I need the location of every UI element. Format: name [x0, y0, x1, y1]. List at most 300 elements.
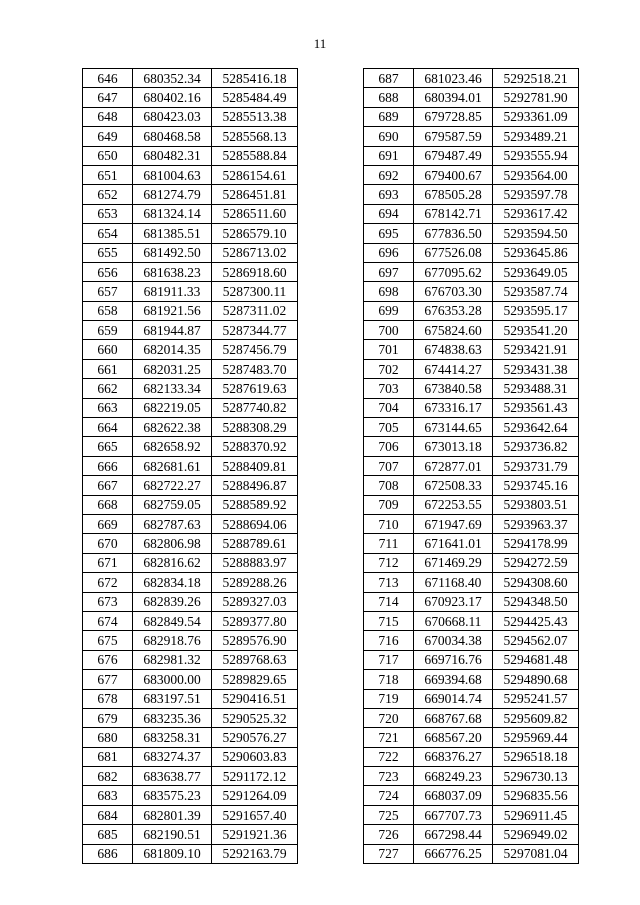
table-row [364, 204, 579, 223]
y-coordinate-cell: 5293555.94 [493, 146, 579, 165]
table-row [364, 456, 579, 475]
y-coordinate-cell: 5297081.04 [493, 844, 579, 863]
point-number-cell: 697 [364, 262, 414, 281]
table-row [83, 127, 298, 146]
point-number-cell: 709 [364, 495, 414, 514]
point-number-cell: 727 [364, 844, 414, 863]
table-row [364, 534, 579, 553]
x-coordinate-cell: 682801.39 [133, 805, 212, 824]
x-coordinate-cell: 679587.59 [414, 127, 493, 146]
point-number-cell: 711 [364, 534, 414, 553]
y-coordinate-cell: 5289377.80 [212, 611, 298, 630]
point-number-cell: 674 [83, 611, 133, 630]
point-number-cell: 715 [364, 611, 414, 630]
x-coordinate-cell: 670923.17 [414, 592, 493, 611]
y-coordinate-cell: 5293561.43 [493, 398, 579, 417]
table-row [364, 69, 579, 88]
y-coordinate-cell: 5285416.18 [212, 69, 298, 88]
y-coordinate-cell: 5291172.12 [212, 767, 298, 786]
x-coordinate-cell: 681921.56 [133, 301, 212, 320]
y-coordinate-cell: 5296835.56 [493, 786, 579, 805]
table-row [364, 398, 579, 417]
x-coordinate-cell: 682190.51 [133, 825, 212, 844]
y-coordinate-cell: 5288589.92 [212, 495, 298, 514]
x-coordinate-cell: 683000.00 [133, 670, 212, 689]
point-number-cell: 649 [83, 127, 133, 146]
x-coordinate-cell: 681023.46 [414, 69, 493, 88]
point-number-cell: 682 [83, 767, 133, 786]
table-row [83, 650, 298, 669]
x-coordinate-cell: 672253.55 [414, 495, 493, 514]
x-coordinate-cell: 668767.68 [414, 708, 493, 727]
x-coordinate-cell: 676703.30 [414, 282, 493, 301]
table-row [83, 786, 298, 805]
table-row [83, 224, 298, 243]
point-number-cell: 714 [364, 592, 414, 611]
point-number-cell: 713 [364, 573, 414, 592]
y-coordinate-cell: 5293361.09 [493, 107, 579, 126]
point-number-cell: 706 [364, 437, 414, 456]
y-coordinate-cell: 5290416.51 [212, 689, 298, 708]
coordinates-table-right-body [364, 69, 579, 864]
y-coordinate-cell: 5293595.17 [493, 301, 579, 320]
table-row [83, 204, 298, 223]
x-coordinate-cell: 673840.58 [414, 379, 493, 398]
point-number-cell: 710 [364, 514, 414, 533]
y-coordinate-cell: 5287344.77 [212, 321, 298, 340]
table-row [364, 88, 579, 107]
x-coordinate-cell: 668037.09 [414, 786, 493, 805]
point-number-cell: 657 [83, 282, 133, 301]
x-coordinate-cell: 682722.27 [133, 476, 212, 495]
point-number-cell: 658 [83, 301, 133, 320]
coordinates-table-right [363, 68, 579, 864]
x-coordinate-cell: 680423.03 [133, 107, 212, 126]
y-coordinate-cell: 5293488.31 [493, 379, 579, 398]
table-row [83, 825, 298, 844]
table-row [364, 495, 579, 514]
point-number-cell: 719 [364, 689, 414, 708]
table-row [83, 146, 298, 165]
point-number-cell: 698 [364, 282, 414, 301]
table-row [364, 146, 579, 165]
y-coordinate-cell: 5287311.02 [212, 301, 298, 320]
y-coordinate-cell: 5293597.78 [493, 185, 579, 204]
point-number-cell: 675 [83, 631, 133, 650]
y-coordinate-cell: 5293736.82 [493, 437, 579, 456]
y-coordinate-cell: 5289829.65 [212, 670, 298, 689]
table-row [364, 592, 579, 611]
point-number-cell: 673 [83, 592, 133, 611]
x-coordinate-cell: 668376.27 [414, 747, 493, 766]
table-row [364, 107, 579, 126]
point-number-cell: 659 [83, 321, 133, 340]
point-number-cell: 646 [83, 69, 133, 88]
x-coordinate-cell: 678142.71 [414, 204, 493, 223]
y-coordinate-cell: 5292781.90 [493, 88, 579, 107]
table-row [83, 553, 298, 572]
table-row [364, 553, 579, 572]
x-coordinate-cell: 681492.50 [133, 243, 212, 262]
table-row [364, 127, 579, 146]
x-coordinate-cell: 682759.05 [133, 495, 212, 514]
x-coordinate-cell: 682681.61 [133, 456, 212, 475]
point-number-cell: 700 [364, 321, 414, 340]
point-number-cell: 707 [364, 456, 414, 475]
point-number-cell: 677 [83, 670, 133, 689]
x-coordinate-cell: 683197.51 [133, 689, 212, 708]
point-number-cell: 663 [83, 398, 133, 417]
y-coordinate-cell: 5293587.74 [493, 282, 579, 301]
x-coordinate-cell: 669394.68 [414, 670, 493, 689]
y-coordinate-cell: 5285513.38 [212, 107, 298, 126]
point-number-cell: 671 [83, 553, 133, 572]
table-row [83, 495, 298, 514]
point-number-cell: 720 [364, 708, 414, 727]
table-row [364, 786, 579, 805]
y-coordinate-cell: 5288308.29 [212, 418, 298, 437]
point-number-cell: 656 [83, 262, 133, 281]
x-coordinate-cell: 674414.27 [414, 359, 493, 378]
table-row [364, 573, 579, 592]
table-row [83, 301, 298, 320]
point-number-cell: 718 [364, 670, 414, 689]
table-row [364, 844, 579, 863]
x-coordinate-cell: 672877.01 [414, 456, 493, 475]
table-row [83, 379, 298, 398]
y-coordinate-cell: 5294272.59 [493, 553, 579, 572]
x-coordinate-cell: 680352.34 [133, 69, 212, 88]
point-number-cell: 712 [364, 553, 414, 572]
y-coordinate-cell: 5288883.97 [212, 553, 298, 572]
x-coordinate-cell: 673316.17 [414, 398, 493, 417]
y-coordinate-cell: 5288789.61 [212, 534, 298, 553]
point-number-cell: 654 [83, 224, 133, 243]
x-coordinate-cell: 681809.10 [133, 844, 212, 863]
y-coordinate-cell: 5290525.32 [212, 708, 298, 727]
table-row [83, 728, 298, 747]
x-coordinate-cell: 681911.33 [133, 282, 212, 301]
table-row [83, 747, 298, 766]
y-coordinate-cell: 5294308.60 [493, 573, 579, 592]
table-row [83, 398, 298, 417]
x-coordinate-cell: 669014.74 [414, 689, 493, 708]
y-coordinate-cell: 5291264.09 [212, 786, 298, 805]
coordinates-table-left-body [83, 69, 298, 864]
table-row [83, 88, 298, 107]
point-number-cell: 665 [83, 437, 133, 456]
x-coordinate-cell: 679728.85 [414, 107, 493, 126]
table-row [364, 767, 579, 786]
point-number-cell: 668 [83, 495, 133, 514]
x-coordinate-cell: 671469.29 [414, 553, 493, 572]
point-number-cell: 703 [364, 379, 414, 398]
y-coordinate-cell: 5295241.57 [493, 689, 579, 708]
y-coordinate-cell: 5293649.05 [493, 262, 579, 281]
point-number-cell: 684 [83, 805, 133, 824]
table-row [83, 340, 298, 359]
point-number-cell: 689 [364, 107, 414, 126]
y-coordinate-cell: 5293564.00 [493, 165, 579, 184]
table-row [83, 262, 298, 281]
y-coordinate-cell: 5285484.49 [212, 88, 298, 107]
point-number-cell: 701 [364, 340, 414, 359]
x-coordinate-cell: 673144.65 [414, 418, 493, 437]
table-row [364, 282, 579, 301]
y-coordinate-cell: 5294348.50 [493, 592, 579, 611]
y-coordinate-cell: 5289576.90 [212, 631, 298, 650]
point-number-cell: 647 [83, 88, 133, 107]
point-number-cell: 650 [83, 146, 133, 165]
table-row [364, 728, 579, 747]
y-coordinate-cell: 5293803.51 [493, 495, 579, 514]
point-number-cell: 687 [364, 69, 414, 88]
table-row [83, 282, 298, 301]
table-row [364, 631, 579, 650]
table-row [83, 107, 298, 126]
x-coordinate-cell: 671947.69 [414, 514, 493, 533]
x-coordinate-cell: 674838.63 [414, 340, 493, 359]
table-row [83, 243, 298, 262]
table-row [83, 514, 298, 533]
y-coordinate-cell: 5288370.92 [212, 437, 298, 456]
x-coordinate-cell: 667298.44 [414, 825, 493, 844]
y-coordinate-cell: 5292518.21 [493, 69, 579, 88]
table-row [83, 476, 298, 495]
point-number-cell: 685 [83, 825, 133, 844]
y-coordinate-cell: 5286713.02 [212, 243, 298, 262]
x-coordinate-cell: 670668.11 [414, 611, 493, 630]
x-coordinate-cell: 681274.79 [133, 185, 212, 204]
table-row [364, 650, 579, 669]
x-coordinate-cell: 682219.05 [133, 398, 212, 417]
y-coordinate-cell: 5286918.60 [212, 262, 298, 281]
table-row [83, 844, 298, 863]
point-number-cell: 704 [364, 398, 414, 417]
x-coordinate-cell: 677526.08 [414, 243, 493, 262]
point-number-cell: 679 [83, 708, 133, 727]
point-number-cell: 683 [83, 786, 133, 805]
table-row [83, 418, 298, 437]
x-coordinate-cell: 680394.01 [414, 88, 493, 107]
x-coordinate-cell: 681004.63 [133, 165, 212, 184]
table-row [364, 689, 579, 708]
point-number-cell: 664 [83, 418, 133, 437]
table-row [364, 301, 579, 320]
y-coordinate-cell: 5293431.38 [493, 359, 579, 378]
y-coordinate-cell: 5287300.11 [212, 282, 298, 301]
point-number-cell: 653 [83, 204, 133, 223]
y-coordinate-cell: 5293489.21 [493, 127, 579, 146]
y-coordinate-cell: 5287456.79 [212, 340, 298, 359]
y-coordinate-cell: 5293617.42 [493, 204, 579, 223]
point-number-cell: 678 [83, 689, 133, 708]
x-coordinate-cell: 682031.25 [133, 359, 212, 378]
table-row [364, 708, 579, 727]
table-row [364, 340, 579, 359]
table-row [364, 321, 579, 340]
x-coordinate-cell: 671168.40 [414, 573, 493, 592]
point-number-cell: 725 [364, 805, 414, 824]
table-row [364, 476, 579, 495]
y-coordinate-cell: 5294681.48 [493, 650, 579, 669]
x-coordinate-cell: 682133.34 [133, 379, 212, 398]
x-coordinate-cell: 676353.28 [414, 301, 493, 320]
point-number-cell: 726 [364, 825, 414, 844]
table-row [83, 69, 298, 88]
x-coordinate-cell: 680482.31 [133, 146, 212, 165]
point-number-cell: 686 [83, 844, 133, 863]
table-row [364, 379, 579, 398]
page-number: 11 [313, 36, 327, 51]
point-number-cell: 693 [364, 185, 414, 204]
table-row [83, 165, 298, 184]
x-coordinate-cell: 666776.25 [414, 844, 493, 863]
point-number-cell: 667 [83, 476, 133, 495]
x-coordinate-cell: 682918.76 [133, 631, 212, 650]
x-coordinate-cell: 683575.23 [133, 786, 212, 805]
point-number-cell: 724 [364, 786, 414, 805]
point-number-cell: 680 [83, 728, 133, 747]
x-coordinate-cell: 682658.92 [133, 437, 212, 456]
table-row [364, 224, 579, 243]
y-coordinate-cell: 5289768.63 [212, 650, 298, 669]
y-coordinate-cell: 5294178.99 [493, 534, 579, 553]
point-number-cell: 716 [364, 631, 414, 650]
y-coordinate-cell: 5294562.07 [493, 631, 579, 650]
x-coordinate-cell: 682806.98 [133, 534, 212, 553]
point-number-cell: 721 [364, 728, 414, 747]
y-coordinate-cell: 5286579.10 [212, 224, 298, 243]
point-number-cell: 696 [364, 243, 414, 262]
point-number-cell: 722 [364, 747, 414, 766]
y-coordinate-cell: 5296518.18 [493, 747, 579, 766]
table-row [83, 359, 298, 378]
point-number-cell: 652 [83, 185, 133, 204]
x-coordinate-cell: 681638.23 [133, 262, 212, 281]
y-coordinate-cell: 5287740.82 [212, 398, 298, 417]
x-coordinate-cell: 680402.16 [133, 88, 212, 107]
table-row [83, 689, 298, 708]
x-coordinate-cell: 682981.32 [133, 650, 212, 669]
point-number-cell: 676 [83, 650, 133, 669]
x-coordinate-cell: 683638.77 [133, 767, 212, 786]
point-number-cell: 655 [83, 243, 133, 262]
x-coordinate-cell: 673013.18 [414, 437, 493, 456]
point-number-cell: 661 [83, 359, 133, 378]
point-number-cell: 651 [83, 165, 133, 184]
x-coordinate-cell: 683235.36 [133, 708, 212, 727]
point-number-cell: 692 [364, 165, 414, 184]
x-coordinate-cell: 677095.62 [414, 262, 493, 281]
y-coordinate-cell: 5289327.03 [212, 592, 298, 611]
table-row [364, 262, 579, 281]
table-row [83, 631, 298, 650]
y-coordinate-cell: 5286154.61 [212, 165, 298, 184]
table-row [83, 573, 298, 592]
table-row [364, 437, 579, 456]
y-coordinate-cell: 5294425.43 [493, 611, 579, 630]
x-coordinate-cell: 682816.62 [133, 553, 212, 572]
table-row [83, 456, 298, 475]
y-coordinate-cell: 5286451.81 [212, 185, 298, 204]
point-number-cell: 669 [83, 514, 133, 533]
table-row [83, 708, 298, 727]
table-row [83, 670, 298, 689]
table-row [83, 534, 298, 553]
y-coordinate-cell: 5293594.50 [493, 224, 579, 243]
y-coordinate-cell: 5291921.36 [212, 825, 298, 844]
point-number-cell: 705 [364, 418, 414, 437]
point-number-cell: 670 [83, 534, 133, 553]
x-coordinate-cell: 683258.31 [133, 728, 212, 747]
point-number-cell: 662 [83, 379, 133, 398]
point-number-cell: 688 [364, 88, 414, 107]
coordinates-table-left [82, 68, 298, 864]
x-coordinate-cell: 681324.14 [133, 204, 212, 223]
table-row [364, 165, 579, 184]
point-number-cell: 702 [364, 359, 414, 378]
table-row [364, 418, 579, 437]
table-row [83, 611, 298, 630]
x-coordinate-cell: 667707.73 [414, 805, 493, 824]
table-row [364, 611, 579, 630]
x-coordinate-cell: 682849.54 [133, 611, 212, 630]
table-row [364, 825, 579, 844]
y-coordinate-cell: 5290603.83 [212, 747, 298, 766]
point-number-cell: 648 [83, 107, 133, 126]
y-coordinate-cell: 5293745.16 [493, 476, 579, 495]
y-coordinate-cell: 5288409.81 [212, 456, 298, 475]
table-row [364, 185, 579, 204]
table-row [364, 805, 579, 824]
x-coordinate-cell: 680468.58 [133, 127, 212, 146]
x-coordinate-cell: 682834.18 [133, 573, 212, 592]
y-coordinate-cell: 5287483.70 [212, 359, 298, 378]
table-row [364, 359, 579, 378]
y-coordinate-cell: 5285588.84 [212, 146, 298, 165]
point-number-cell: 681 [83, 747, 133, 766]
point-number-cell: 723 [364, 767, 414, 786]
x-coordinate-cell: 679487.49 [414, 146, 493, 165]
table-row [364, 747, 579, 766]
table-row [83, 805, 298, 824]
point-number-cell: 690 [364, 127, 414, 146]
point-number-cell: 695 [364, 224, 414, 243]
y-coordinate-cell: 5293963.37 [493, 514, 579, 533]
x-coordinate-cell: 679400.67 [414, 165, 493, 184]
table-row [83, 592, 298, 611]
y-coordinate-cell: 5285568.13 [212, 127, 298, 146]
point-number-cell: 708 [364, 476, 414, 495]
x-coordinate-cell: 668249.23 [414, 767, 493, 786]
point-number-cell: 672 [83, 573, 133, 592]
y-coordinate-cell: 5296730.13 [493, 767, 579, 786]
y-coordinate-cell: 5291657.40 [212, 805, 298, 824]
x-coordinate-cell: 675824.60 [414, 321, 493, 340]
y-coordinate-cell: 5295969.44 [493, 728, 579, 747]
point-number-cell: 699 [364, 301, 414, 320]
x-coordinate-cell: 681385.51 [133, 224, 212, 243]
x-coordinate-cell: 683274.37 [133, 747, 212, 766]
x-coordinate-cell: 678505.28 [414, 185, 493, 204]
x-coordinate-cell: 682787.63 [133, 514, 212, 533]
y-coordinate-cell: 5294890.68 [493, 670, 579, 689]
x-coordinate-cell: 677836.50 [414, 224, 493, 243]
x-coordinate-cell: 682014.35 [133, 340, 212, 359]
y-coordinate-cell: 5296949.02 [493, 825, 579, 844]
table-row [364, 243, 579, 262]
